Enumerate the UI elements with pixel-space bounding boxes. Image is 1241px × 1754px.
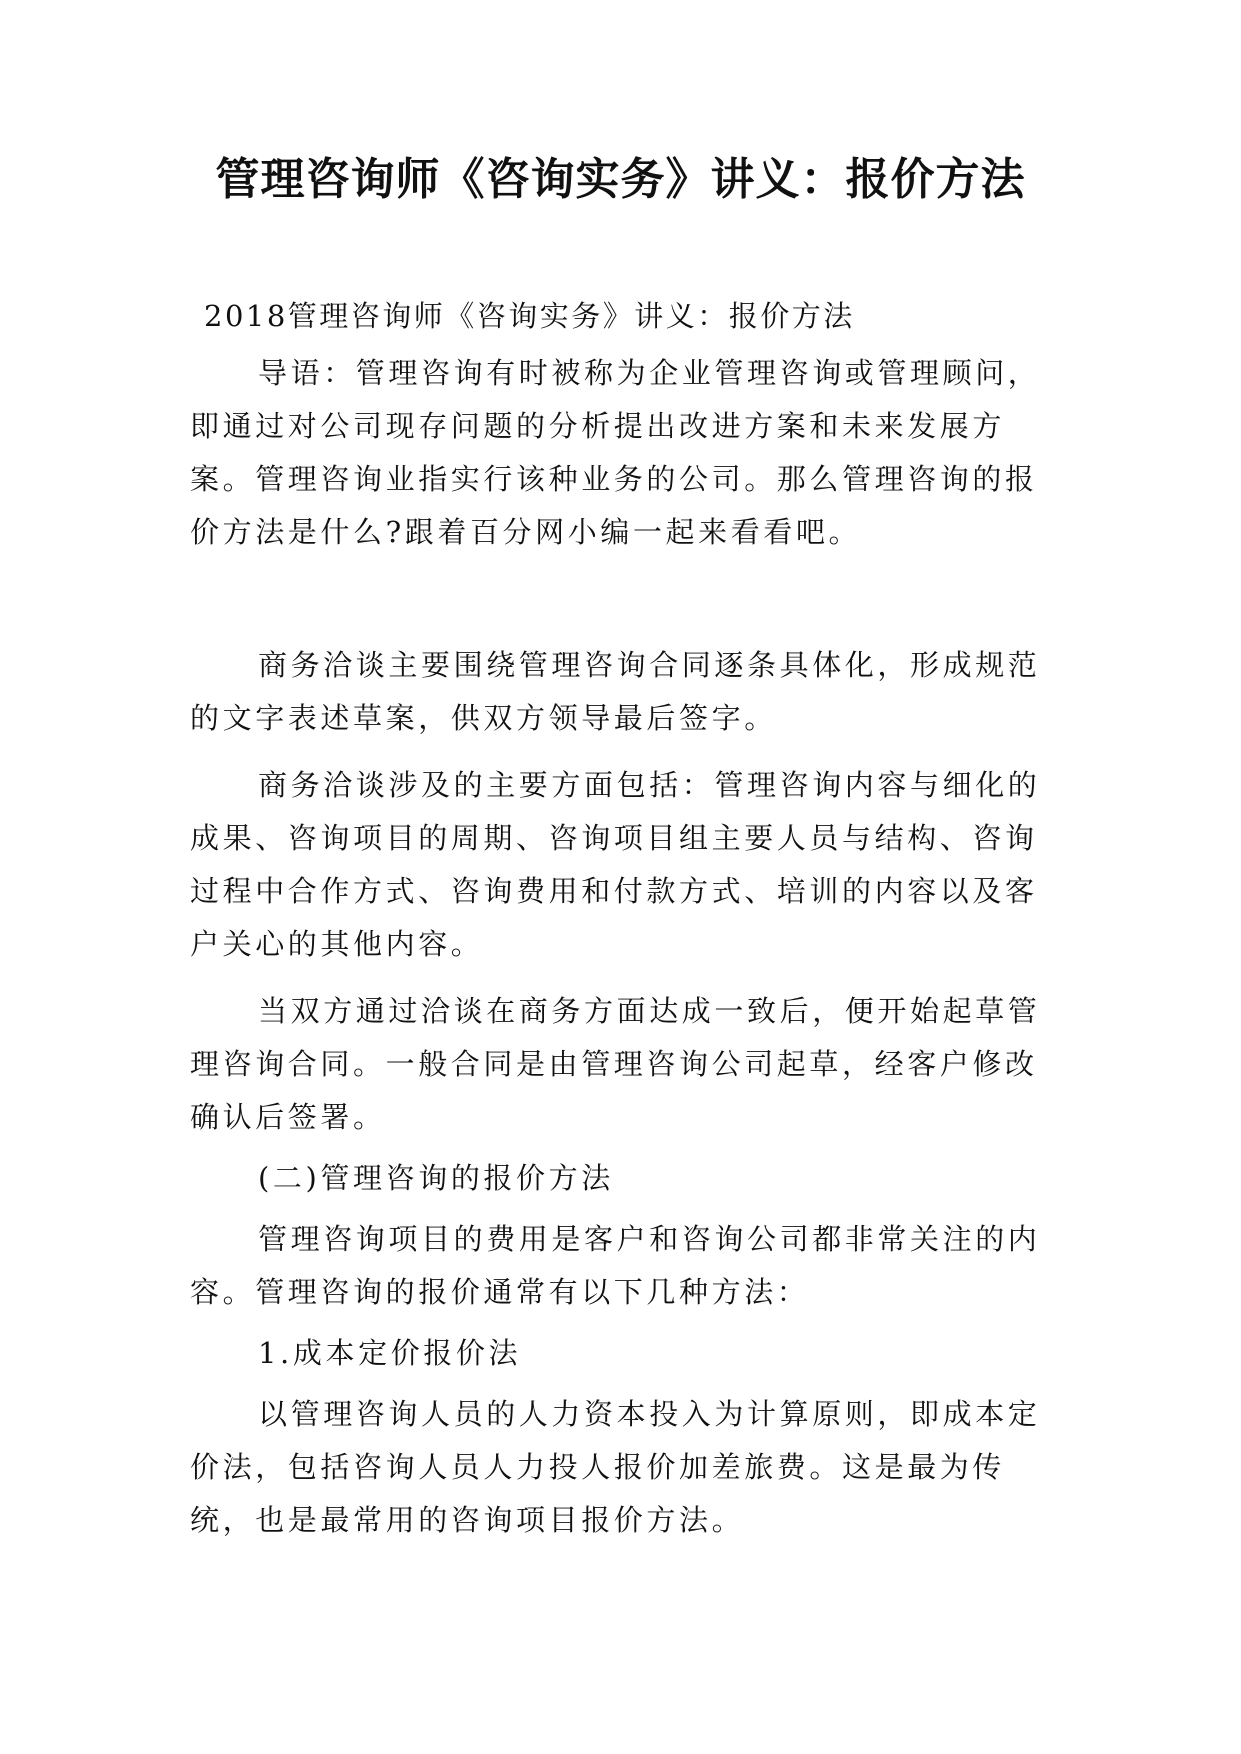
paragraph-pricing-intro: 管理咨询项目的费用是客户和咨询公司都非常关注的内容。管理咨询的报价通常有以下几种方法： — [190, 1222, 1041, 1309]
section-heading-pricing-methods: (二)管理咨询的报价方法 — [258, 1161, 614, 1195]
intro-paragraph: 导语：管理咨询有时被称为企业管理咨询或管理顾问，即通过对公司现存问题的分析提出改进方案和未来发展方案。管理咨询业指实行该种业务的公司。那么管理咨询的报价方法是什么?跟着百分网小编一起来看看吧。 — [190, 356, 1041, 549]
list-item-cost-pricing: 1.成本定价报价法 — [258, 1336, 522, 1370]
document-title: 管理咨询师《咨询实务》讲义：报价方法 — [215, 154, 1026, 205]
paragraph-negotiation-scope: 商务洽谈涉及的主要方面包括：管理咨询内容与细化的成果、咨询项目的周期、咨询项目组主要人员与结构、咨询过程中合作方式、咨询费用和付款方式、培训的内容以及客户关心的其他内容。 — [190, 768, 1041, 961]
paragraph-negotiation: 商务洽谈主要围绕管理咨询合同逐条具体化，形成规范的文字表述草案，供双方领导最后签字。 — [190, 648, 1041, 735]
paragraph-contract-drafting: 当双方通过洽谈在商务方面达成一致后，便开始起草管理咨询合同。一般合同是由管理咨询公司起草，经客户修改确认后签署。 — [190, 994, 1041, 1134]
document-body — [190, 290, 1050, 1561]
paragraph-cost-pricing: 以管理咨询人员的人力资本投入为计算原则，即成本定价法，包括咨询人员人力投人报价加差旅费。这是最为传统，也是最常用的咨询项目报价方法。 — [190, 1397, 1041, 1537]
document-subtitle: 2018管理咨询师《咨询实务》讲义：报价方法 — [204, 299, 855, 333]
